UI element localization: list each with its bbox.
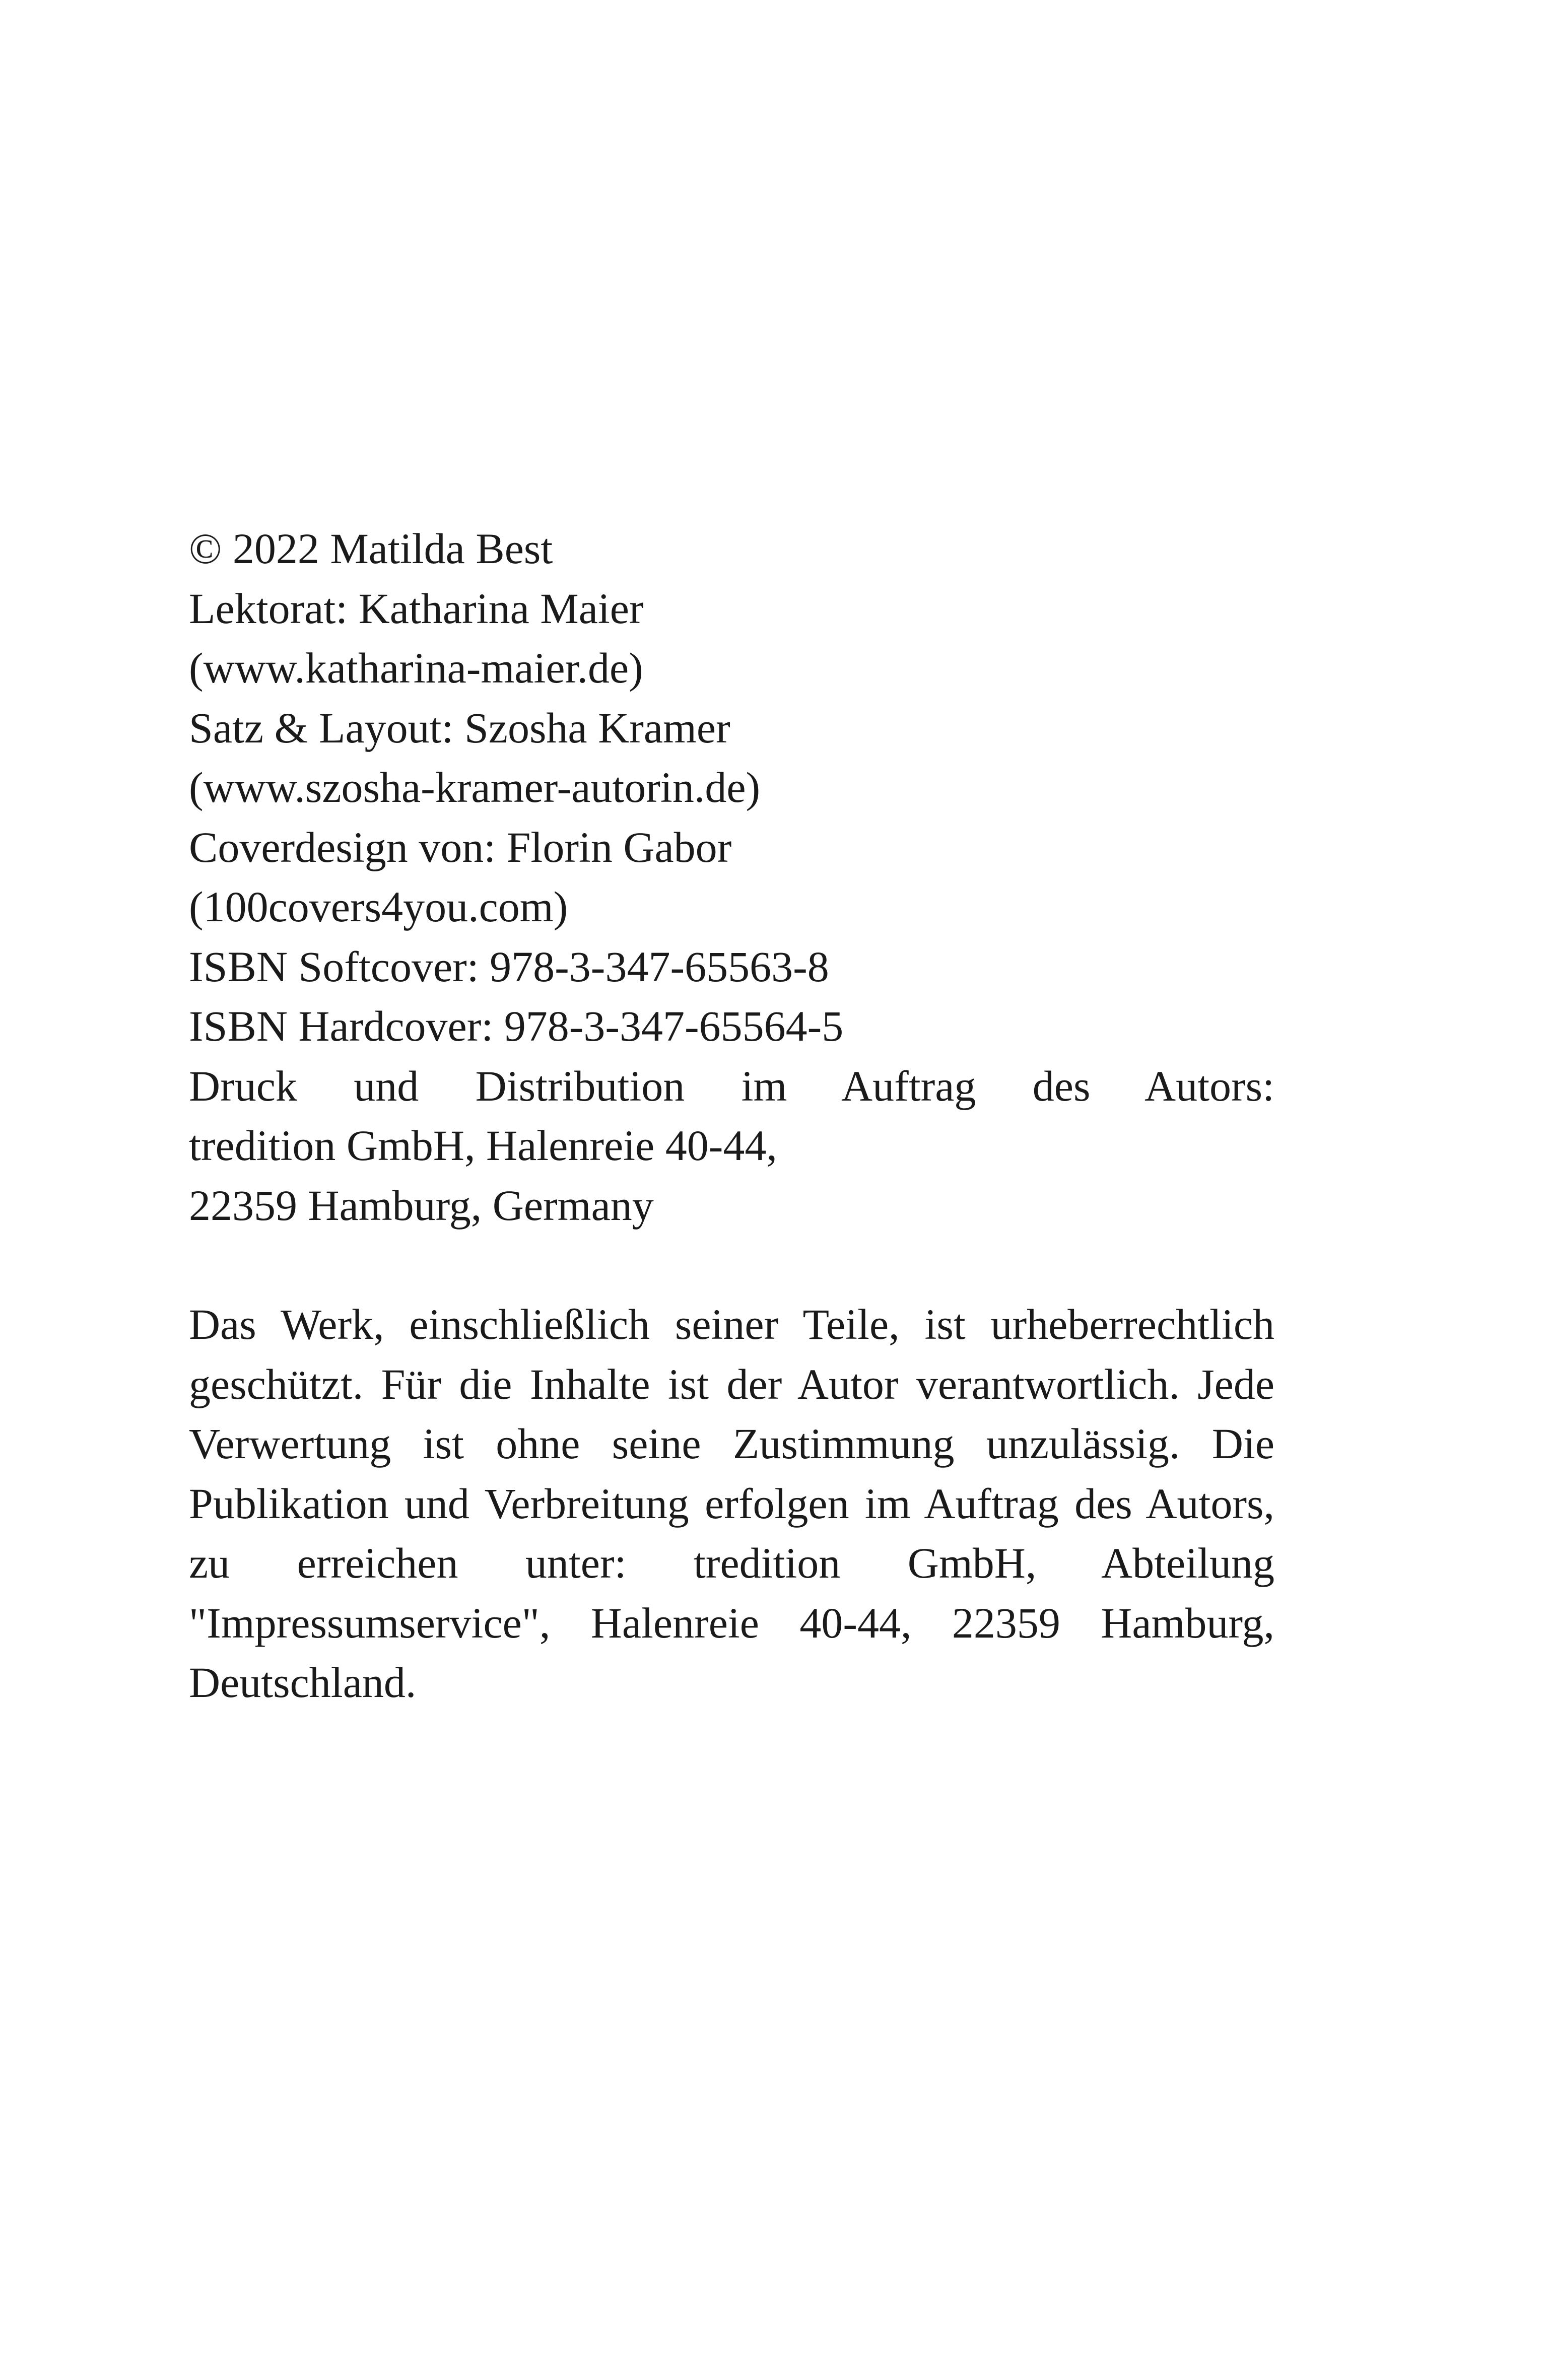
publisher-city-line: 22359 Hamburg, Germany: [189, 1181, 654, 1230]
isbn-hardcover-line: ISBN Hardcover: 978-3-347-65564-5: [189, 1002, 844, 1050]
coverdesign-website-line: (100covers4you.com): [189, 882, 568, 931]
copyright-line: © 2022 Matilda Best: [189, 524, 553, 573]
layout-website-line: (www.szosha-kramer-autorin.de): [189, 763, 761, 811]
publisher-address-line: tredition GmbH, Halenreie 40-44,: [189, 1121, 777, 1170]
isbn-softcover-line: ISBN Softcover: 978-3-347-65563-8: [189, 942, 829, 991]
coverdesign-line: Coverdesign von: Florin Gabor: [189, 823, 732, 871]
copyright-notice-paragraph: Das Werk, einschließlich seiner Teile, ist urheberrechtlich geschützt. Für die Inhalte ist der Autor verantwortlich. Jede Verwertung ist ohne seine Zustimmung unzulässig. Die Publikation und Verbreitung erfolgen im Auftrag des Autors, zu erreichen unter: tredition GmbH, Abteilung "Impressumservice", Halenreie 40-44, 22359 Hamburg, Deutschland.: [189, 1300, 1274, 1707]
print-distribution-line: Druck und Distribution im Auftrag des Autors:: [189, 1061, 1274, 1110]
imprint-content: [189, 519, 1274, 1756]
imprint-block: [189, 519, 1274, 1235]
layout-line: Satz & Layout: Szosha Kramer: [189, 703, 730, 752]
editor-line: Lektorat: Katharina Maier: [189, 584, 644, 633]
editor-website-line: (www.katharina-maier.de): [189, 644, 643, 692]
